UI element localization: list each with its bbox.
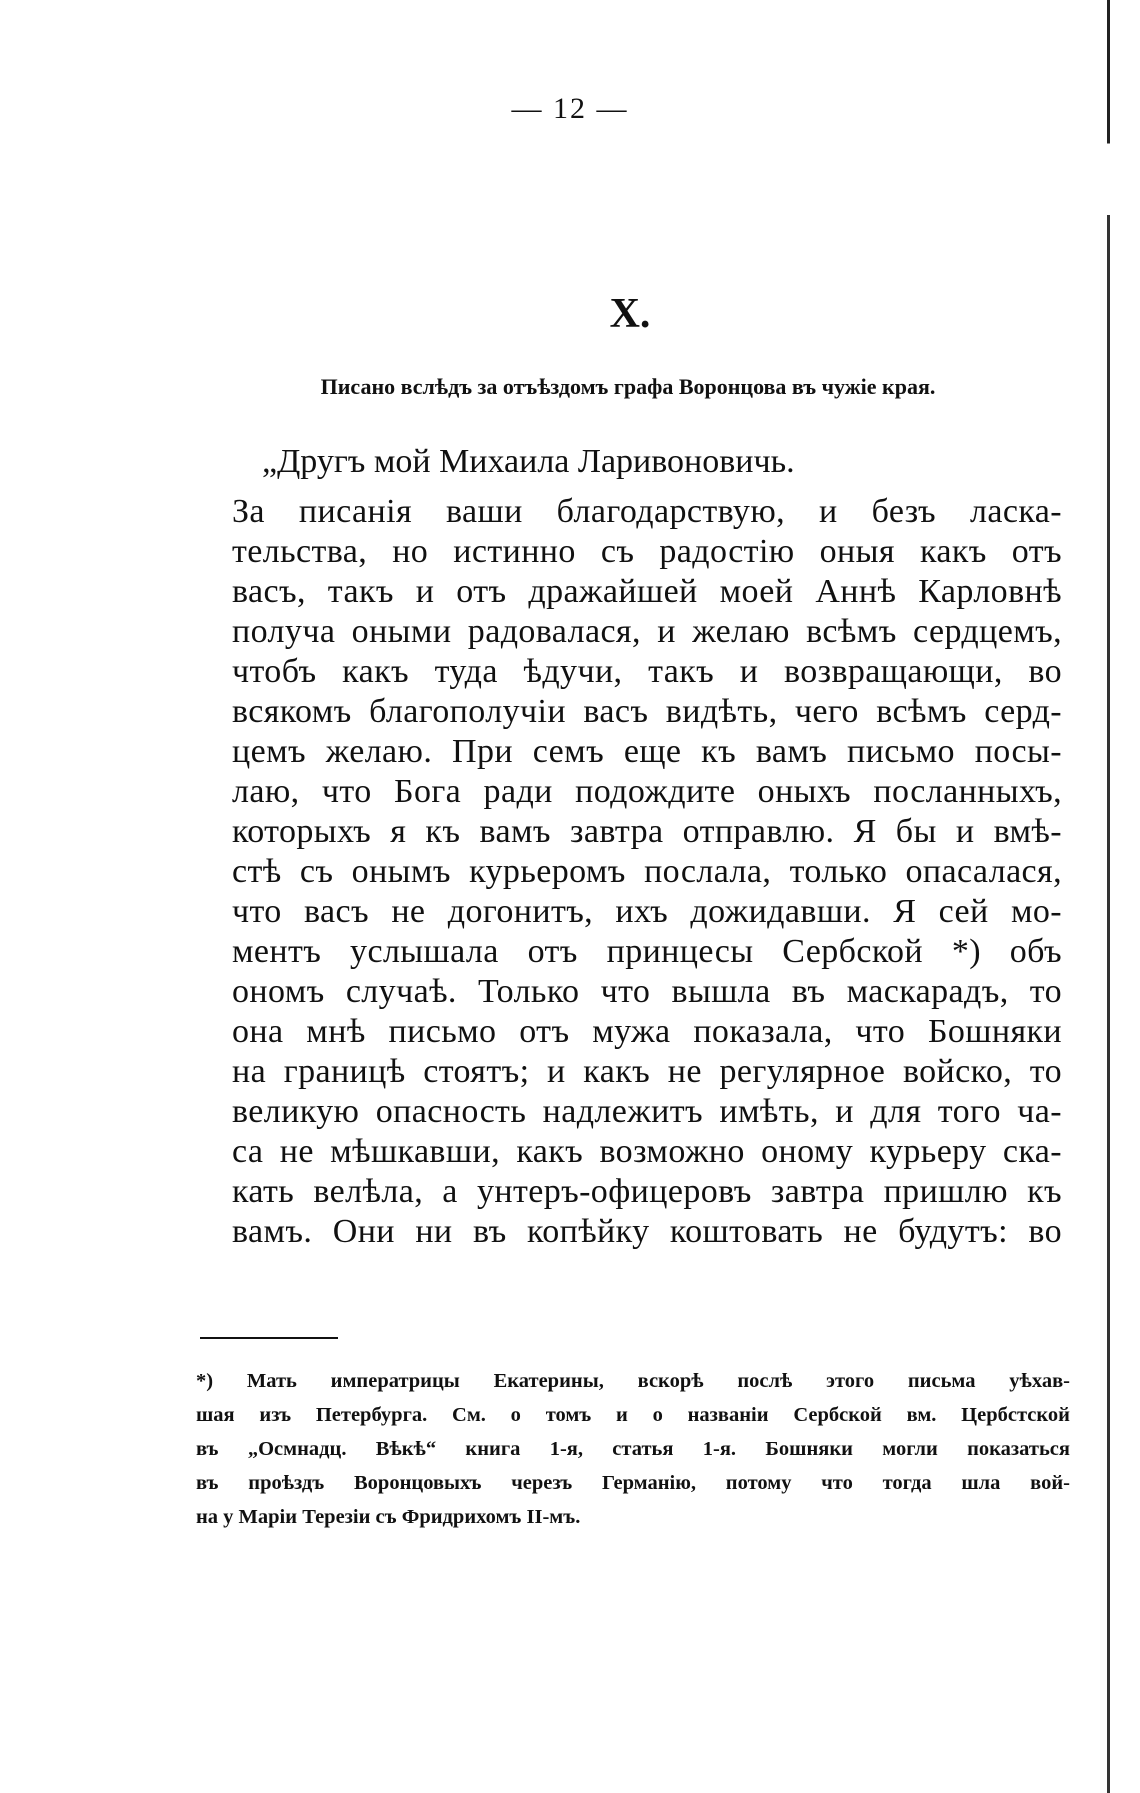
footnote-line: въ „Осмнадц. Вѣкѣ“ книга 1-я, статья 1-я. Бошняки могли показаться (196, 1438, 1070, 1460)
chapter-heading: X. (609, 291, 651, 337)
footnote-line: на у Маріи Терезіи съ Фридрихомъ II-мъ. (196, 1506, 581, 1528)
letter-line: кать велѣла, а унтеръ-офицеровъ завтра пришлю къ (232, 1173, 1062, 1210)
letter-line: стѣ съ онымъ курьеромъ послала, только опасалася, (232, 853, 1062, 890)
letter-line: лаю, что Бога ради подождите оныхъ посланныхъ, (232, 773, 1062, 810)
footnote (196, 1364, 1070, 1534)
letter-line: всякомъ благополучіи васъ видѣть, чего всѣмъ серд- (232, 693, 1062, 730)
letter-line: ментъ услышала отъ принцесы Сербской *) объ (232, 933, 1062, 970)
letter-line: она мнѣ письмо отъ мужа показала, что Бошняки (232, 1013, 1062, 1050)
chapter-subtitle: Писано вслѣдъ за отъѣздомъ графа Воронцова въ чужіе края. (320, 374, 936, 399)
page-number: — 12 — (511, 92, 629, 125)
letter-paragraph (232, 492, 1062, 1252)
letter-line: цемъ желаю. При семъ еще къ вамъ письмо посы- (232, 733, 1062, 770)
letter-line: За писанія ваши благодарствую, и безъ ласка- (232, 493, 1062, 530)
letter-salutation: „Другъ мой Михаила Ларивоновичь. (262, 443, 795, 480)
letter-line: что васъ не догонитъ, ихъ дожидавши. Я сей мо- (232, 893, 1062, 930)
letter-line: са не мѣшкавши, какъ возможно оному курьеру ска- (232, 1133, 1062, 1170)
letter-line: которыхъ я къ вамъ завтра отправлю. Я бы и вмѣ- (232, 813, 1062, 850)
letter-line: великую опасность надлежитъ имѣть, и для того ча- (232, 1093, 1062, 1130)
footnote-line: шая изъ Петербурга. См. о томъ и о названіи Сербской вм. Цербстской (196, 1404, 1070, 1426)
footnote-line: *) Мать императрицы Екатерины, вскорѣ послѣ этого письма уѣхав- (196, 1370, 1070, 1392)
letter-line: ономъ случаѣ. Только что вышла въ маскарадъ, то (232, 973, 1062, 1010)
letter-line: вамъ. Они ни въ копѣйку коштовать не будутъ: во (232, 1213, 1062, 1250)
letter-line: на границѣ стоятъ; и какъ не регулярное войско, то (232, 1053, 1062, 1090)
letter-body (232, 442, 1062, 1252)
letter-line: тельства, но истинно съ радостію оныя какъ отъ (232, 533, 1062, 570)
page-edge-scan-border (1107, 0, 1110, 1793)
letter-line: получа оными радовалася, и желаю всѣмъ сердцемъ, (232, 613, 1062, 650)
footnote-line: въ проѣздъ Воронцовыхъ черезъ Германію, потому что тогда шла вой- (196, 1472, 1070, 1494)
footnote-divider (200, 1337, 338, 1339)
letter-line: чтобъ какъ туда ѣдучи, такъ и возвращающи, во (232, 653, 1062, 690)
letter-line: васъ, такъ и отъ дражайшей моей Аннѣ Карловнѣ (232, 573, 1062, 610)
